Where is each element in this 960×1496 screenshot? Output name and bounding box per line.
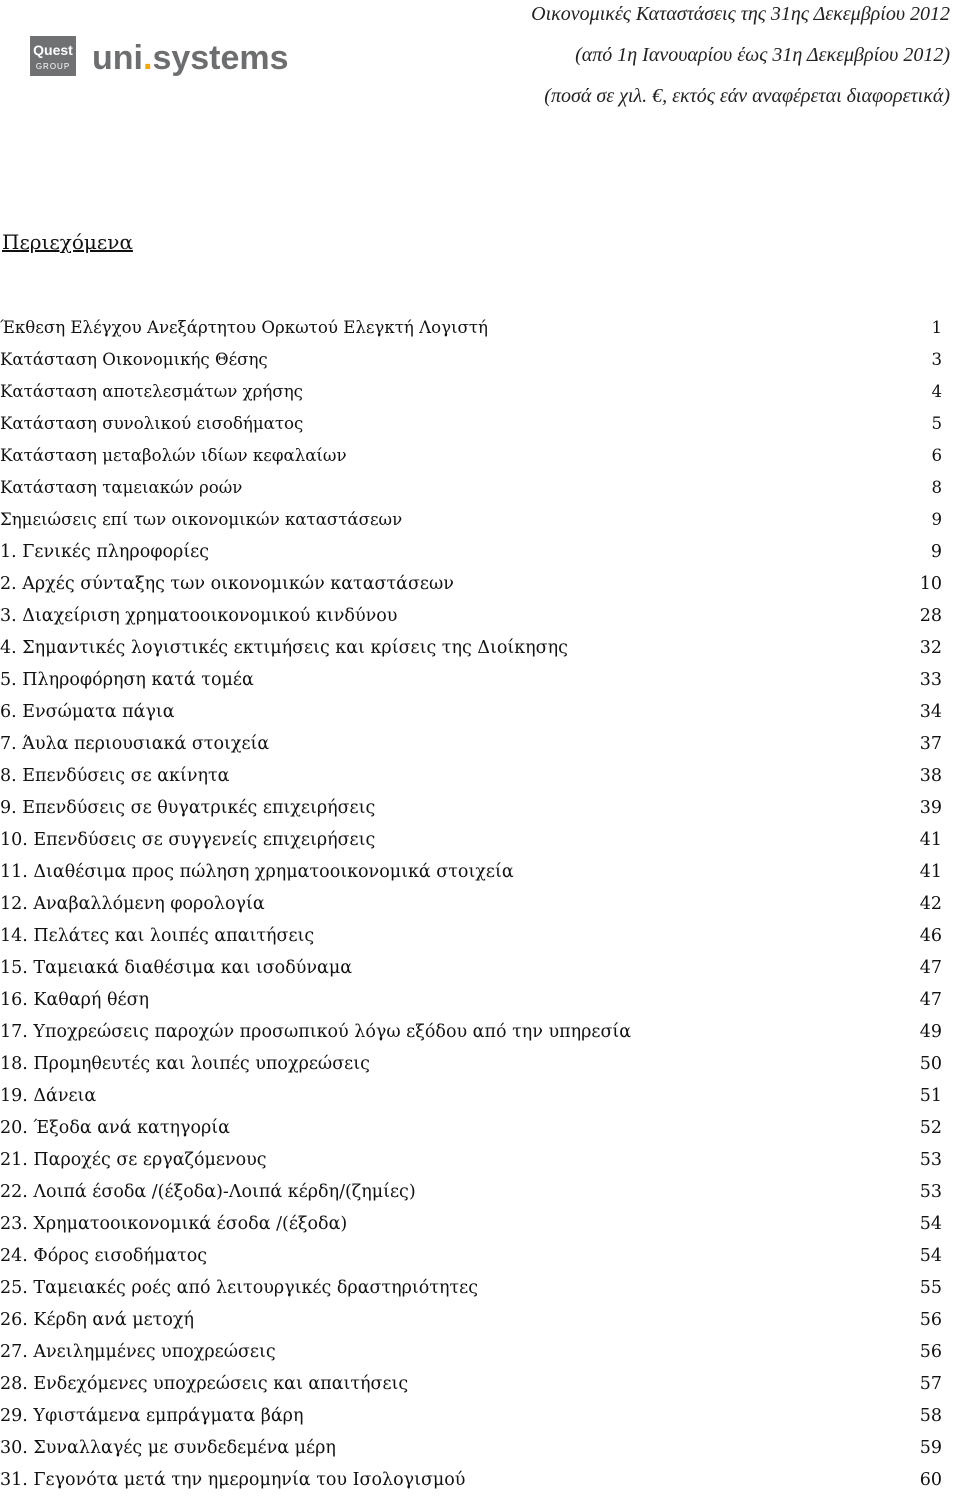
toc-entry[interactable]: [0, 1432, 942, 1464]
toc-entry-page: 39: [919, 798, 942, 818]
toc-entry-page: 41: [919, 862, 942, 882]
header-line-statements: Οικονομικές Καταστάσεις της 31ης Δεκεμβρίου 2012: [531, 3, 950, 25]
toc-entry-label: 25. Ταμειακές ροές από λειτουργικές δραστηριότητες: [0, 1278, 479, 1298]
toc-entry-page: 59: [919, 1438, 942, 1458]
toc-entry-label: 15. Ταμειακά διαθέσιμα και ισοδύναμα: [0, 958, 353, 978]
toc-entry-label: 21. Παροχές σε εργαζόμενους: [0, 1150, 267, 1170]
table-of-contents: [0, 312, 942, 1496]
toc-entry-page: 3: [931, 350, 942, 369]
toc-entry[interactable]: [0, 888, 942, 920]
toc-entry-page: 47: [919, 958, 942, 978]
toc-entry[interactable]: [0, 664, 942, 696]
toc-entry-page: 57: [919, 1374, 942, 1394]
logo-group-sub: GROUP: [35, 62, 71, 71]
toc-entry[interactable]: [0, 376, 942, 408]
toc-entry[interactable]: [0, 1176, 942, 1208]
toc-entry-label: 12. Αναβαλλόμενη φορολογία: [0, 894, 265, 914]
header-line-period: (από 1η Ιανουαρίου έως 31η Δεκεμβρίου 2012): [575, 44, 950, 66]
toc-entry[interactable]: [0, 696, 942, 728]
toc-entry[interactable]: [0, 1464, 942, 1496]
toc-entry-label: 2. Αρχές σύνταξης των οικονομικών καταστάσεων: [0, 574, 454, 594]
toc-entry[interactable]: [0, 1048, 942, 1080]
toc-entry[interactable]: [0, 632, 942, 664]
toc-entry-page: 1: [931, 318, 942, 337]
toc-entry[interactable]: [0, 728, 942, 760]
toc-entry-page: 55: [919, 1278, 942, 1298]
toc-entry-page: 54: [919, 1214, 942, 1234]
toc-entry-page: 52: [919, 1118, 942, 1138]
toc-entry-label: 24. Φόρος εισοδήματος: [0, 1246, 208, 1266]
toc-entry-label: 6. Ενσώματα πάγια: [0, 702, 175, 722]
toc-entry-page: 50: [919, 1054, 942, 1074]
toc-entry[interactable]: [0, 856, 942, 888]
toc-entry-page: 47: [919, 990, 942, 1010]
toc-entry-label: 31. Γεγονότα μετά την ημερομηνία του Ισολογισμού: [0, 1470, 466, 1490]
toc-entry-page: 42: [919, 894, 942, 914]
toc-entry-page: 53: [919, 1150, 942, 1170]
toc-entry-label: 5. Πληροφόρηση κατά τομέα: [0, 670, 254, 690]
toc-entry[interactable]: [0, 920, 942, 952]
toc-entry[interactable]: [0, 1336, 942, 1368]
logo-brand-dot: .: [142, 39, 153, 77]
toc-entry[interactable]: [0, 1304, 942, 1336]
toc-entry-page: 10: [919, 574, 942, 594]
toc-entry[interactable]: [0, 792, 942, 824]
toc-entry-page: 38: [919, 766, 942, 786]
toc-entry-page: 9: [930, 542, 942, 562]
document-header: [531, 2, 950, 125]
toc-entry-page: 34: [919, 702, 942, 722]
toc-entry-page: 51: [919, 1086, 942, 1106]
toc-entry-page: 58: [919, 1406, 942, 1426]
toc-entry[interactable]: [0, 440, 942, 472]
toc-entry[interactable]: [0, 472, 942, 504]
toc-entry[interactable]: [0, 536, 942, 568]
toc-entry-page: 54: [919, 1246, 942, 1266]
logo-brand-text: [92, 39, 289, 77]
toc-entry[interactable]: [0, 1080, 942, 1112]
logo-brand-left: uni: [92, 39, 143, 77]
toc-entry-page: 53: [919, 1182, 942, 1202]
logo-brand-right: systems: [152, 39, 289, 77]
logo-group-word: Quest: [33, 42, 73, 58]
toc-entry-label: 1. Γενικές πληροφορίες: [0, 542, 210, 562]
toc-entry[interactable]: [0, 1112, 942, 1144]
toc-entry[interactable]: [0, 1240, 942, 1272]
toc-entry-label: 8. Επενδύσεις σε ακίνητα: [0, 766, 230, 786]
toc-entry-label: 16. Καθαρή θέση: [0, 990, 150, 1010]
header-line-currency: (ποσά σε χιλ. €, εκτός εάν αναφέρεται διαφορετικά): [544, 85, 950, 107]
toc-entry-label: Σημειώσεις επί των οικονομικών καταστάσεων: [0, 510, 403, 529]
toc-entry-page: 9: [931, 510, 942, 529]
toc-entry[interactable]: [0, 1208, 942, 1240]
toc-entry[interactable]: [0, 952, 942, 984]
toc-entry-page: 49: [919, 1022, 942, 1042]
toc-entry-page: 60: [919, 1470, 942, 1490]
toc-entry[interactable]: [0, 504, 942, 536]
toc-entry[interactable]: [0, 600, 942, 632]
toc-entry-label: 20. Έξοδα ανά κατηγορία: [0, 1118, 230, 1138]
uni-systems-logo: [30, 36, 320, 80]
toc-entry-label: 28. Ενδεχόμενες υποχρεώσεις και απαιτήσεις: [0, 1374, 409, 1394]
toc-entry[interactable]: [0, 344, 942, 376]
toc-entry-page: 41: [919, 830, 942, 850]
toc-entry[interactable]: [0, 568, 942, 600]
toc-entry-label: 14. Πελάτες και λοιπές απαιτήσεις: [0, 926, 315, 946]
toc-entry-label: 22. Λοιπά έσοδα /(έξοδα)-Λοιπά κέρδη/(ζημίες): [0, 1182, 416, 1202]
toc-entry-page: 46: [919, 926, 942, 946]
toc-entry-page: 56: [919, 1342, 942, 1362]
toc-entry-label: 17. Υποχρεώσεις παροχών προσωπικού λόγω εξόδου από την υπηρεσία: [0, 1022, 632, 1042]
toc-entry-label: Κατάσταση συνολικού εισοδήματος: [0, 414, 304, 433]
toc-entry-label: Κατάσταση Οικονομικής Θέσης: [0, 350, 268, 369]
toc-entry[interactable]: [0, 984, 942, 1016]
toc-entry-label: 26. Κέρδη ανά μετοχή: [0, 1310, 194, 1330]
toc-entry-page: 4: [931, 382, 942, 401]
toc-entry-page: 56: [919, 1310, 942, 1330]
toc-entry-label: 7. Άυλα περιουσιακά στοιχεία: [0, 734, 270, 754]
toc-entry-label: 4. Σημαντικές λογιστικές εκτιμήσεις και κρίσεις της Διοίκησης: [0, 638, 568, 658]
toc-entry-label: 30. Συναλλαγές με συνδεδεμένα μέρη: [0, 1438, 336, 1458]
toc-entry-page: 33: [919, 670, 942, 690]
toc-entry-label: 9. Επενδύσεις σε θυγατρικές επιχειρήσεις: [0, 798, 376, 818]
toc-entry[interactable]: [0, 1272, 942, 1304]
toc-entry[interactable]: [0, 760, 942, 792]
toc-entry-page: 8: [931, 478, 942, 497]
toc-entry-page: 6: [931, 446, 942, 465]
toc-entry-page: 5: [931, 414, 942, 433]
toc-entry[interactable]: [0, 312, 942, 344]
toc-entry-label: 18. Προμηθευτές και λοιπές υποχρεώσεις: [0, 1054, 370, 1074]
toc-entry-label: 23. Χρηματοοικονομικά έσοδα /(έξοδα): [0, 1214, 348, 1234]
toc-entry-label: Κατάσταση αποτελεσμάτων χρήσης: [0, 382, 303, 401]
toc-entry-label: 11. Διαθέσιμα προς πώληση χρηματοοικονομικά στοιχεία: [0, 862, 514, 882]
toc-entry-label: 29. Υφιστάμενα εμπράγματα βάρη: [0, 1406, 304, 1426]
toc-entry-page: 28: [919, 606, 942, 626]
toc-entry[interactable]: [0, 1368, 942, 1400]
toc-entry-label: 19. Δάνεια: [0, 1086, 97, 1106]
toc-entry[interactable]: [0, 1016, 942, 1048]
toc-entry-label: Έκθεση Ελέγχου Ανεξάρτητου Ορκωτού Ελεγκτή Λογιστή: [0, 318, 488, 337]
toc-entry-label: Κατάσταση ταμειακών ροών: [0, 478, 243, 497]
toc-entry-label: Κατάσταση μεταβολών ιδίων κεφαλαίων: [0, 446, 347, 465]
toc-title: Περιεχόμενα: [2, 230, 133, 254]
toc-entry[interactable]: [0, 408, 942, 440]
toc-entry-page: 32: [919, 638, 942, 658]
toc-entry[interactable]: [0, 1144, 942, 1176]
toc-entry-label: 3. Διαχείριση χρηματοοικονομικού κινδύνου: [0, 606, 398, 626]
toc-entry-page: 37: [919, 734, 942, 754]
toc-entry-label: 27. Ανειλημμένες υποχρεώσεις: [0, 1342, 276, 1362]
toc-entry-label: 10. Επενδύσεις σε συγγενείς επιχειρήσεις: [0, 830, 376, 850]
toc-entry[interactable]: [0, 824, 942, 856]
toc-entry[interactable]: [0, 1400, 942, 1432]
